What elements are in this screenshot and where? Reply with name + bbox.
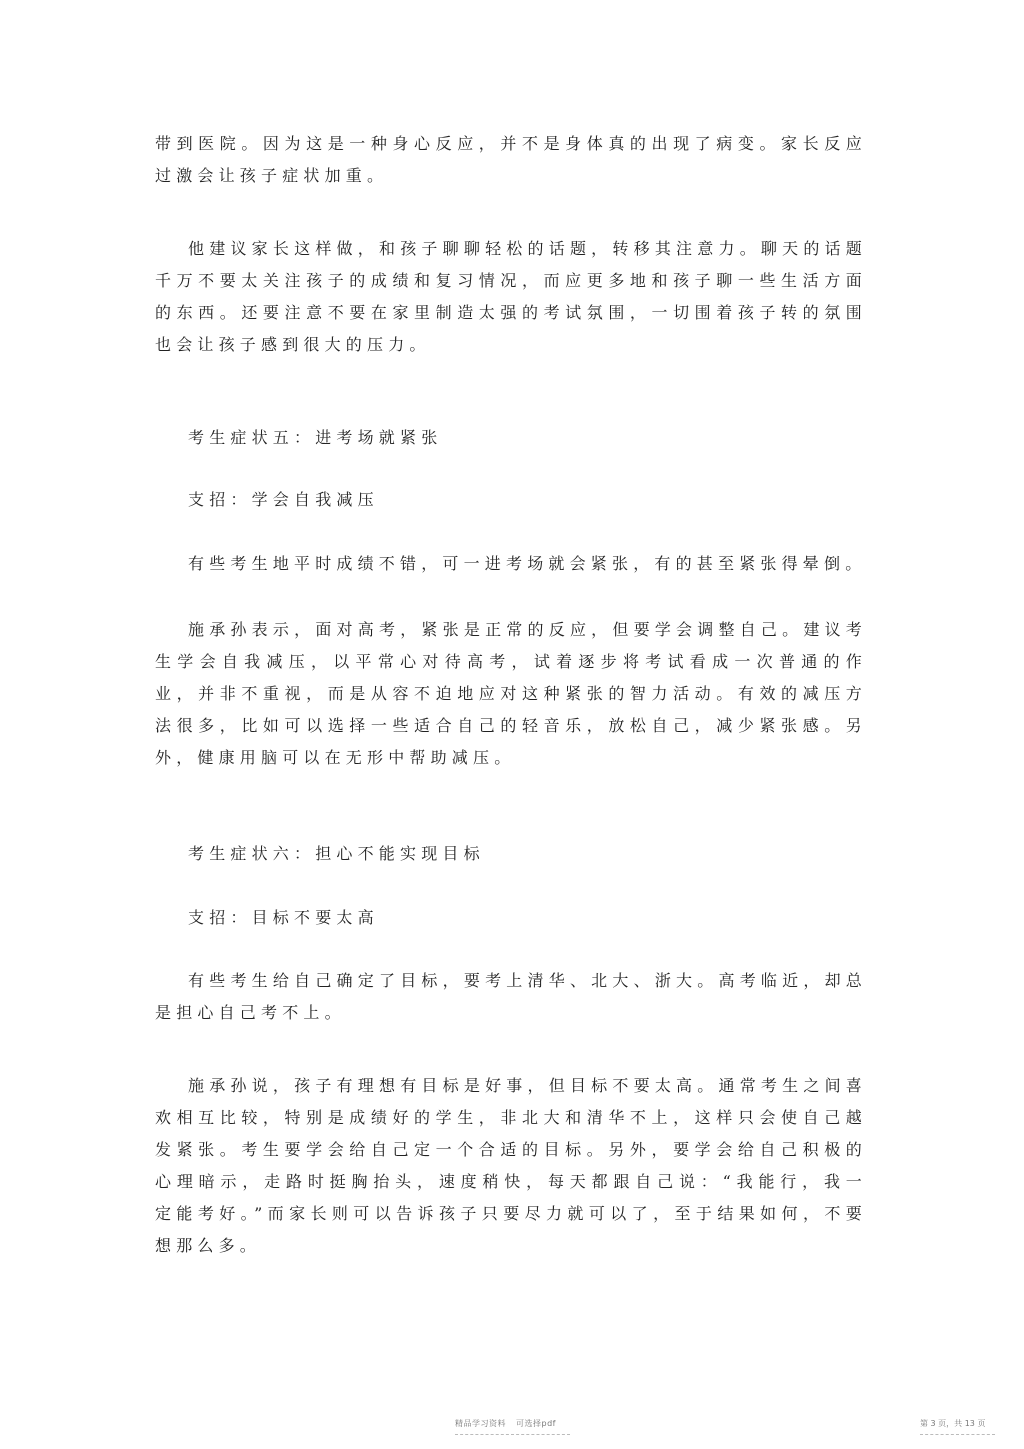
footer-left-text: 精品学习资料 [455, 1419, 506, 1428]
paragraph-stress-relief: 施承孙表示，面对高考，紧张是正常的反应，但要学会调整自己。建议考生学会自我减压，以平常心对待高考，试着逐步将考试看成一次普通的作业，并非不重视，而是从容不迫地应对这种紧张的智力活动。有效的减压方法很多，比如可以选择一些适合自己的轻音乐，放松自己，减少紧张感。另外，健康用脑可以在无形中帮助减压。 [155, 620, 867, 767]
section-tip-5: 支招：学会自我减压 [188, 490, 379, 509]
footer-middle-text: 可选择pdf [516, 1419, 556, 1428]
paragraph-advice: 他建议家长这样做，和孩子聊聊轻松的话题，转移其注意力。聊天的话题千万不要太关注孩子的成绩和复习情况，而应更多地和孩子聊一些生活方面的东西。还要注意不要在家里制造太强的考试氛围，一切围着孩子转的氛围也会让孩子感到很大的压力。 [155, 239, 867, 354]
section-tip-6: 支招：目标不要太高 [188, 908, 379, 927]
footer-watermark [455, 1418, 556, 1429]
paragraph-exam-nerves: 有些考生地平时成绩不错，可一进考场就会紧张，有的甚至紧张得晕倒。 [188, 554, 867, 573]
section-heading-symptom-6: 考生症状六：担心不能实现目标 [188, 844, 485, 863]
footer-dash-line-center [455, 1434, 570, 1435]
paragraph-continuation: 带到医院。因为这是一种身心反应，并不是身体真的出现了病变。家长反应过激会让孩子症状加重。 [155, 134, 867, 185]
footer-page-info: 第 3 页，共 13 页 [920, 1419, 986, 1428]
section-heading-symptom-5: 考生症状五：进考场就紧张 [188, 428, 443, 447]
paragraph-target-worry: 有些考生给自己确定了目标，要考上清华、北大、浙大。高考临近，却总是担心自己考不上。 [155, 971, 867, 1022]
paragraph-goal-advice: 施承孙说，孩子有理想有目标是好事，但目标不要太高。通常考生之间喜欢相互比较，特别是成绩好的学生，非北大和清华不上，这样只会使自己越发紧张。考生要学会给自己定一个合适的目标。另外，要学会给自己积极的心理暗示，走路时挺胸抬头，速度稍快，每天都跟自己说：“我能行，我一定能考好。”而家长则可以告诉孩子只要尽力就可以了，至于结果如何，不要想那么多。 [155, 1076, 867, 1255]
footer-dash-line-right [920, 1434, 995, 1435]
